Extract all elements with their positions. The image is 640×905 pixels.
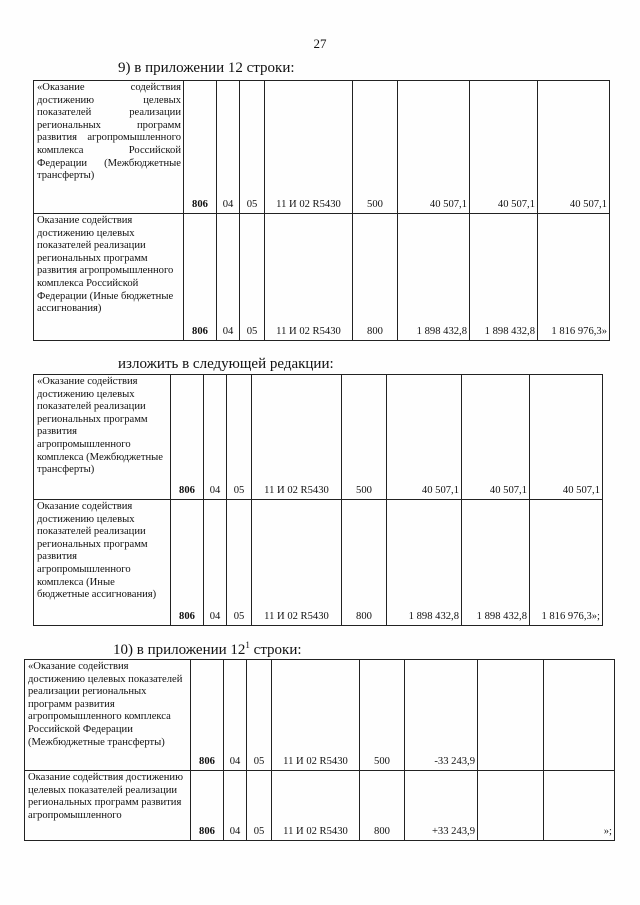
section-code: 04 — [217, 81, 240, 214]
subsection-code: 05 — [227, 375, 252, 500]
amount-3: 1 816 976,3» — [538, 214, 610, 341]
subsection-code: 05 — [247, 771, 272, 841]
amount-3 — [544, 660, 615, 771]
amount-1: 1 898 432,8 — [398, 214, 470, 341]
amount-1: -33 243,9 — [405, 660, 478, 771]
table-row — [34, 81, 610, 214]
expense-type: 800 — [360, 771, 405, 841]
amount-1: 40 507,1 — [387, 375, 462, 500]
ministry-code: 806 — [191, 771, 224, 841]
amount-2: 40 507,1 — [462, 375, 530, 500]
amount-3: »; — [544, 771, 615, 841]
row-name: Оказание содействия достижению целевых показателей реализации региональных программ развития агропромышленного комплекса (Иные бюджетные ассигнования) — [34, 500, 171, 626]
target-article: 11 И 02 R5430 — [265, 214, 353, 341]
subsection-code: 05 — [240, 214, 265, 341]
expense-type: 800 — [342, 500, 387, 626]
ministry-code: 806 — [171, 500, 204, 626]
amount-2: 40 507,1 — [470, 81, 538, 214]
section-code: 04 — [204, 375, 227, 500]
section-9-table — [33, 80, 610, 341]
target-article: 11 И 02 R5430 — [252, 500, 342, 626]
amount-3: 40 507,1 — [538, 81, 610, 214]
amount-1: 40 507,1 — [398, 81, 470, 214]
page-number: 27 — [313, 36, 327, 51]
amount-3: 40 507,1 — [530, 375, 603, 500]
amount-2: 1 898 432,8 — [462, 500, 530, 626]
row-name: «Оказание содействия достижению целевых показателей реализации региональных программ развития агропромышленного комплекса (Межбюджетные трансферты) — [34, 375, 171, 500]
table-row — [25, 660, 615, 771]
table-row — [34, 214, 610, 341]
expense-type: 800 — [353, 214, 398, 341]
amount-3: 1 816 976,3»; — [530, 500, 603, 626]
row-name: «Оказание содействия достижению целевых показателей реализации региональных программ развития агропромышленного комплекса Российской Федерации (Межбюджетные трансферты) — [25, 660, 191, 771]
amount-1: +33 243,9 — [405, 771, 478, 841]
subsection-code: 05 — [240, 81, 265, 214]
expense-type: 500 — [342, 375, 387, 500]
new-redaction-heading: изложить в следующей редакции: — [118, 356, 334, 372]
target-article: 11 И 02 R5430 — [272, 771, 360, 841]
table-row — [34, 375, 603, 500]
section-code: 04 — [224, 660, 247, 771]
target-article: 11 И 02 R5430 — [272, 660, 360, 771]
subsection-code: 05 — [247, 660, 272, 771]
section-code: 04 — [224, 771, 247, 841]
section-code: 04 — [204, 500, 227, 626]
row-name: Оказание содействия достижению целевых показателей реализации региональных программ развития агропромышленного комплекса Российской Федерации (Иные бюджетные ассигнования) — [34, 214, 184, 341]
new-redaction-table — [33, 374, 603, 626]
row-name: Оказание содействия достижению целевых показателей реализации региональных программ развития агропромышленного — [25, 771, 191, 841]
ministry-code: 806 — [171, 375, 204, 500]
amount-2 — [478, 660, 544, 771]
section-10-table — [24, 659, 615, 841]
subsection-code: 05 — [227, 500, 252, 626]
ministry-code: 806 — [191, 660, 224, 771]
row-name: «Оказание содействия достижению целевых показателей реализации региональных программ развития агропромышленного комплекса Российской Федерации (Межбюджетные трансферты) — [34, 81, 184, 214]
amount-2 — [478, 771, 544, 841]
amount-2: 1 898 432,8 — [470, 214, 538, 341]
table-row — [25, 771, 615, 841]
amount-1: 1 898 432,8 — [387, 500, 462, 626]
section-code: 04 — [217, 214, 240, 341]
target-article: 11 И 02 R5430 — [252, 375, 342, 500]
expense-type: 500 — [353, 81, 398, 214]
target-article: 11 И 02 R5430 — [265, 81, 353, 214]
ministry-code: 806 — [184, 214, 217, 341]
section-10-heading: 10) в приложении $12^1$ строки: — [113, 640, 302, 658]
expense-type: 500 — [360, 660, 405, 771]
ministry-code: 806 — [184, 81, 217, 214]
table-row — [34, 500, 603, 626]
section-9-heading: 9) в приложении 12 строки: — [118, 60, 295, 76]
